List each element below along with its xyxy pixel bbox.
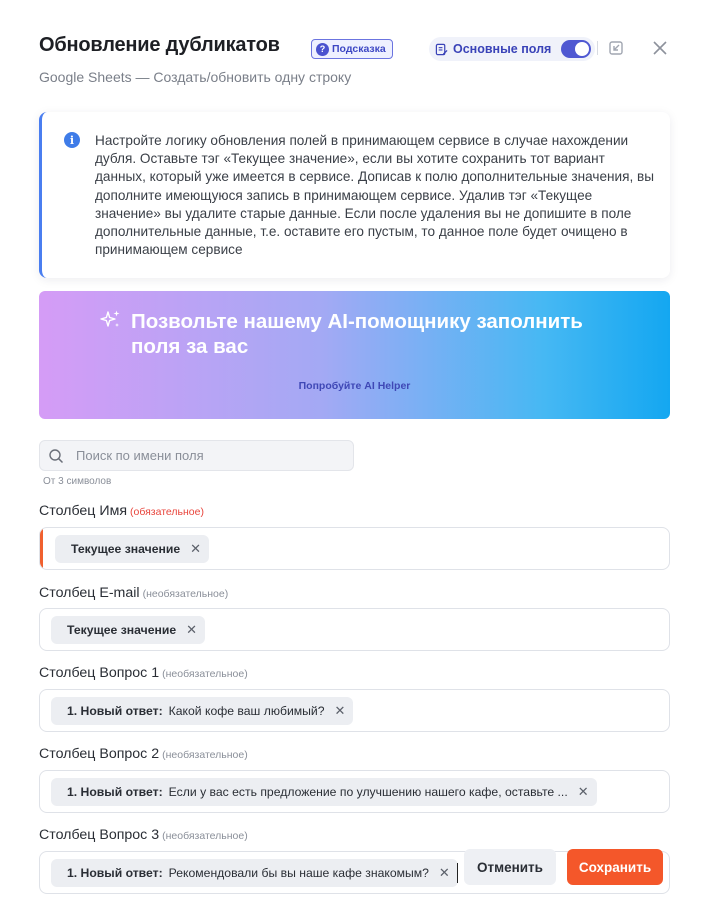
tag-prefix: 1. Новый ответ: <box>67 866 163 880</box>
remove-tag-icon[interactable]: ✕ <box>190 541 202 556</box>
hint-button[interactable] <box>311 39 393 59</box>
remove-tag-icon[interactable]: ✕ <box>334 703 346 718</box>
optional-marker: (необязательное) <box>162 830 248 842</box>
remove-tag-icon[interactable]: ✕ <box>186 622 198 637</box>
field-label-text: Столбец Вопрос 1 <box>39 665 160 681</box>
hint-label: Подсказка <box>332 43 386 55</box>
field-input-email[interactable] <box>39 608 670 651</box>
field-label-name <box>39 503 204 519</box>
info-text: Настройте логику обновления полей в принимающем сервисе в случае нахождении дубля. Оставьте тэг «Текущее значение», если вы хотите сохранить тот вариант данных, который уже имеется в сервисе. Дописав к полю дополнительные значения, вы дополните имеющуюся запись в принимающем сервисе. Удалив тэг «Текущее значение» вы удалите старые данные. Если после удаления вы не допишите в поле дополнительные данные, т.е. оставите его пустым, то данное поле будет очищено в принимающем сервисе <box>95 133 655 258</box>
tag-prefix: 1. Новый ответ: <box>67 704 163 718</box>
answer-tag[interactable] <box>51 697 353 725</box>
answer-tag[interactable] <box>51 778 597 806</box>
field-label-email <box>39 585 228 601</box>
optional-marker: (необязательное) <box>162 749 248 761</box>
ai-helper-banner[interactable] <box>39 291 670 419</box>
info-icon: i <box>64 132 80 148</box>
answer-tag[interactable] <box>51 859 458 887</box>
field-search[interactable] <box>39 440 354 471</box>
optional-marker: (необязательное) <box>142 588 229 600</box>
search-hint: От 3 символов <box>43 476 112 487</box>
field-input-name[interactable] <box>39 527 670 570</box>
field-label-text: Столбец Вопрос 3 <box>39 827 160 843</box>
tag-text: Какой кофе ваш любимый? <box>168 704 325 718</box>
field-input-question-2[interactable] <box>39 770 670 813</box>
info-card <box>39 112 670 278</box>
collapse-icon[interactable] <box>606 38 626 58</box>
save-button[interactable]: Сохранить <box>567 849 663 885</box>
field-label-question-2 <box>39 746 248 762</box>
text-caret <box>457 863 458 883</box>
field-input-question-1[interactable] <box>39 689 670 732</box>
question-icon: ? <box>316 43 329 56</box>
field-label-text: Столбец Имя <box>39 503 127 519</box>
toggle-switch[interactable] <box>561 40 591 58</box>
tag-prefix: 1. Новый ответ: <box>67 785 163 799</box>
sparkle-icon <box>98 308 122 332</box>
cancel-button[interactable]: Отменить <box>464 849 556 885</box>
remove-tag-icon[interactable]: ✕ <box>577 784 589 799</box>
tag-text: Текущее значение <box>71 542 181 556</box>
search-icon <box>48 448 64 464</box>
field-label-question-3 <box>39 827 248 843</box>
current-value-tag[interactable] <box>55 535 209 563</box>
tag-text: Текущее значение <box>67 623 177 637</box>
subtitle: Google Sheets — Создать/обновить одну строку <box>39 69 352 85</box>
basic-fields-label: Основные поля <box>453 42 552 56</box>
modal-header <box>39 34 670 64</box>
field-label-question-1 <box>39 665 248 681</box>
try-ai-helper-link[interactable]: Попробуйте AI Helper <box>298 380 411 392</box>
required-marker: (обязательное) <box>130 506 204 518</box>
field-label-text: Столбец Вопрос 2 <box>39 746 160 762</box>
tag-text: Если у вас есть предложение по улучшению нашего кафе, оставьте ... <box>168 785 568 799</box>
ai-banner-title: Позвольте нашему AI-помощнику заполнить поля за вас <box>131 310 583 358</box>
close-icon[interactable] <box>650 38 670 58</box>
page-title: Обновление дубликатов <box>39 34 280 56</box>
current-value-tag[interactable] <box>51 616 205 644</box>
remove-tag-icon[interactable]: ✕ <box>438 865 450 880</box>
field-label-text: Столбец E-mail <box>39 585 140 601</box>
basic-fields-toggle[interactable] <box>429 37 595 61</box>
list-edit-icon <box>435 43 448 56</box>
tag-text: Рекомендовали бы вы наше кафе знакомым? <box>168 866 429 880</box>
search-input[interactable] <box>76 448 336 463</box>
header-divider <box>597 41 598 55</box>
optional-marker: (необязательное) <box>162 668 248 680</box>
